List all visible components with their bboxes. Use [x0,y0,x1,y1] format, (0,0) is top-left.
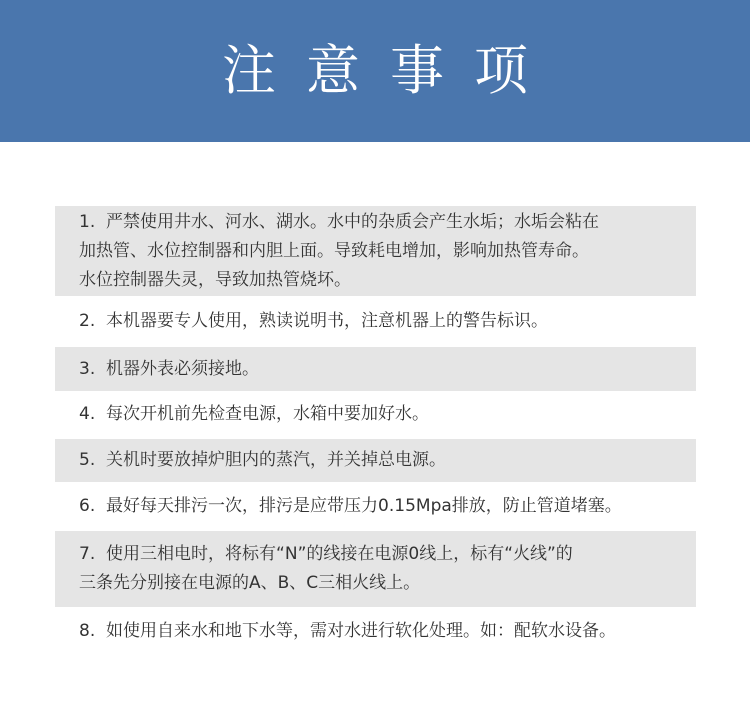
note-line [79,400,688,429]
note-item-4 [55,394,696,435]
header-banner [0,0,750,142]
note-text: 使用三相电时，将标有“N”的线接在电源0线上，标有“火线”的 [106,544,573,564]
note-item-3 [55,347,696,391]
notes-list [55,206,696,655]
note-number: 1. [79,211,96,232]
note-line [79,446,688,475]
note-item-8 [55,607,696,655]
note-number: 4. [79,404,96,424]
note-text: 本机器要专人使用，熟读说明书，注意机器上的警告标识。 [106,311,549,331]
note-number: 6. [79,495,96,516]
note-line: 水位控制器失灵，导致加热管烧坏。 [79,269,351,290]
note-number: 8. [79,620,96,641]
note-line [79,355,688,384]
note-text: 机器外表必须接地。 [106,358,260,379]
note-number: 2. [79,311,96,331]
note-line [79,617,688,646]
note-line: 加热管、水位控制器和内胆上面。导致耗电增加，影响加热管寿命。 [79,240,589,261]
note-item-2 [55,301,696,342]
note-item-7 [55,531,696,607]
note-number: 3. [79,358,96,379]
note-number: 5. [79,450,96,470]
note-item-5 [55,439,696,482]
note-item-1 [55,206,696,296]
note-number: 7. [79,544,96,564]
note-text: 如使用自来水和地下水等，需对水进行软化处理。如：配软水设备。 [106,620,617,641]
note-text: 每次开机前先检查电源，水箱中要加好水。 [106,404,430,424]
note-line [79,208,688,237]
page-title: 注意事项 [222,39,558,102]
note-text: 严禁使用井水、河水、湖水。水中的杂质会产生水垢；水垢会粘在 [106,211,600,232]
note-text: 关机时要放掉炉胆内的蒸汽，并关掉总电源。 [106,450,447,470]
note-text: 最好每天排污一次，排污是应带压力0.15Mpa排放，防止管道堵塞。 [106,495,622,516]
note-line: 三条先分别接在电源的A、B、C三相火线上。 [79,573,421,593]
note-line [79,307,688,336]
note-item-6 [55,485,696,527]
note-line [79,540,688,569]
note-line [79,492,688,521]
